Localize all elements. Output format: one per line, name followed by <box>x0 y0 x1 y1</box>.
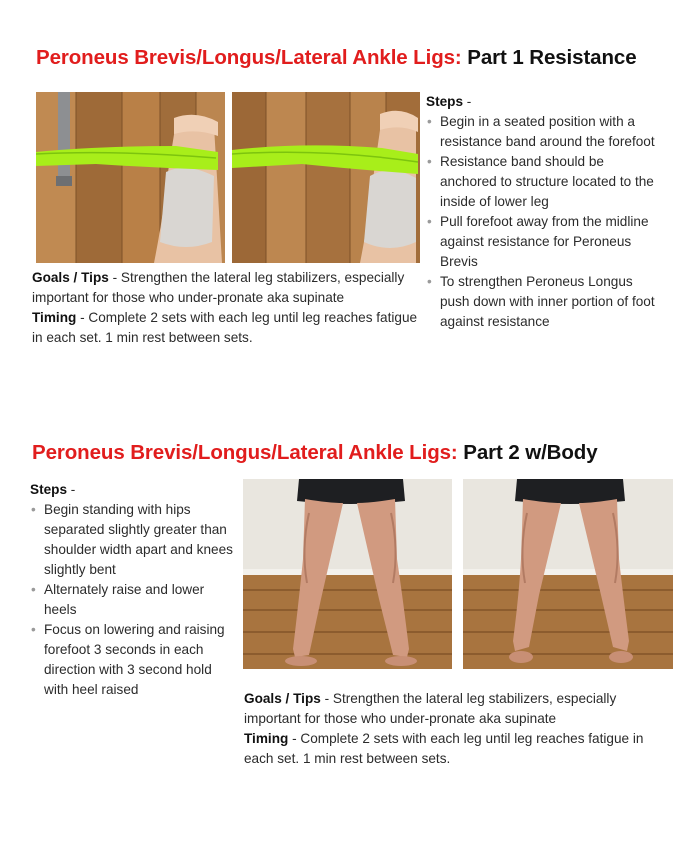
section2-title <box>32 441 598 465</box>
section2-goals: Goals / Tips - Strengthen the lateral leg stabilizers, especially important for those who under-pronate aka supinate <box>244 691 617 726</box>
section1-timing: Timing - Complete 2 sets with each leg until leg reaches fatigue in each set. 1 min rest between sets. <box>32 310 418 345</box>
exercise-photo-band-pulled <box>232 92 420 263</box>
section1-goals: Goals / Tips - Strengthen the lateral leg stabilizers, especially important for those who under-pronate aka supinate <box>32 270 405 305</box>
section2-tips <box>244 689 644 769</box>
section1-title <box>36 46 637 70</box>
list-item: • To strengthen Peroneus Longus push down with inner portion of foot against resistance <box>426 272 658 332</box>
list-item: • Resistance band should be anchored to structure located to the inside of lower leg <box>426 152 658 212</box>
section2-title-part: Part 2 w/Body <box>463 441 598 464</box>
section1-title-part: Part 1 Resistance <box>467 46 637 69</box>
section1-steps <box>426 92 658 332</box>
list-item: • Pull forefoot away from the midline against resistance for Peroneus Brevis <box>426 212 658 272</box>
list-item: • Begin in a seated position with a resistance band around the forefoot <box>426 112 658 152</box>
section2-steps <box>30 480 236 700</box>
exercise-photo-heels-raised <box>463 479 673 669</box>
list-item: • Alternately raise and lower heels <box>30 580 236 620</box>
list-item: • Focus on lowering and raising forefoot 3 seconds in each direction with 3 second hold with heel raised <box>30 620 236 700</box>
list-item: • Begin standing with hips separated slightly greater than shoulder width apart and knees slightly bent <box>30 500 236 580</box>
section2-title-muscles: Peroneus Brevis/Longus/Lateral Ankle Ligs: <box>32 441 458 464</box>
section2-timing: Timing - Complete 2 sets with each leg until leg reaches fatigue in each set. 1 min rest between sets. <box>244 731 644 766</box>
section1-steps-heading: Steps - <box>426 94 472 109</box>
section1-title-muscles: Peroneus Brevis/Longus/Lateral Ankle Ligs: <box>36 46 462 69</box>
section1-tips <box>32 268 418 348</box>
section1-steps-list <box>426 112 658 332</box>
section2-steps-heading: Steps - <box>30 482 76 497</box>
exercise-photo-heels-down <box>243 479 452 669</box>
section2-steps-list <box>30 500 236 700</box>
exercise-photo-band-neutral <box>36 92 225 263</box>
